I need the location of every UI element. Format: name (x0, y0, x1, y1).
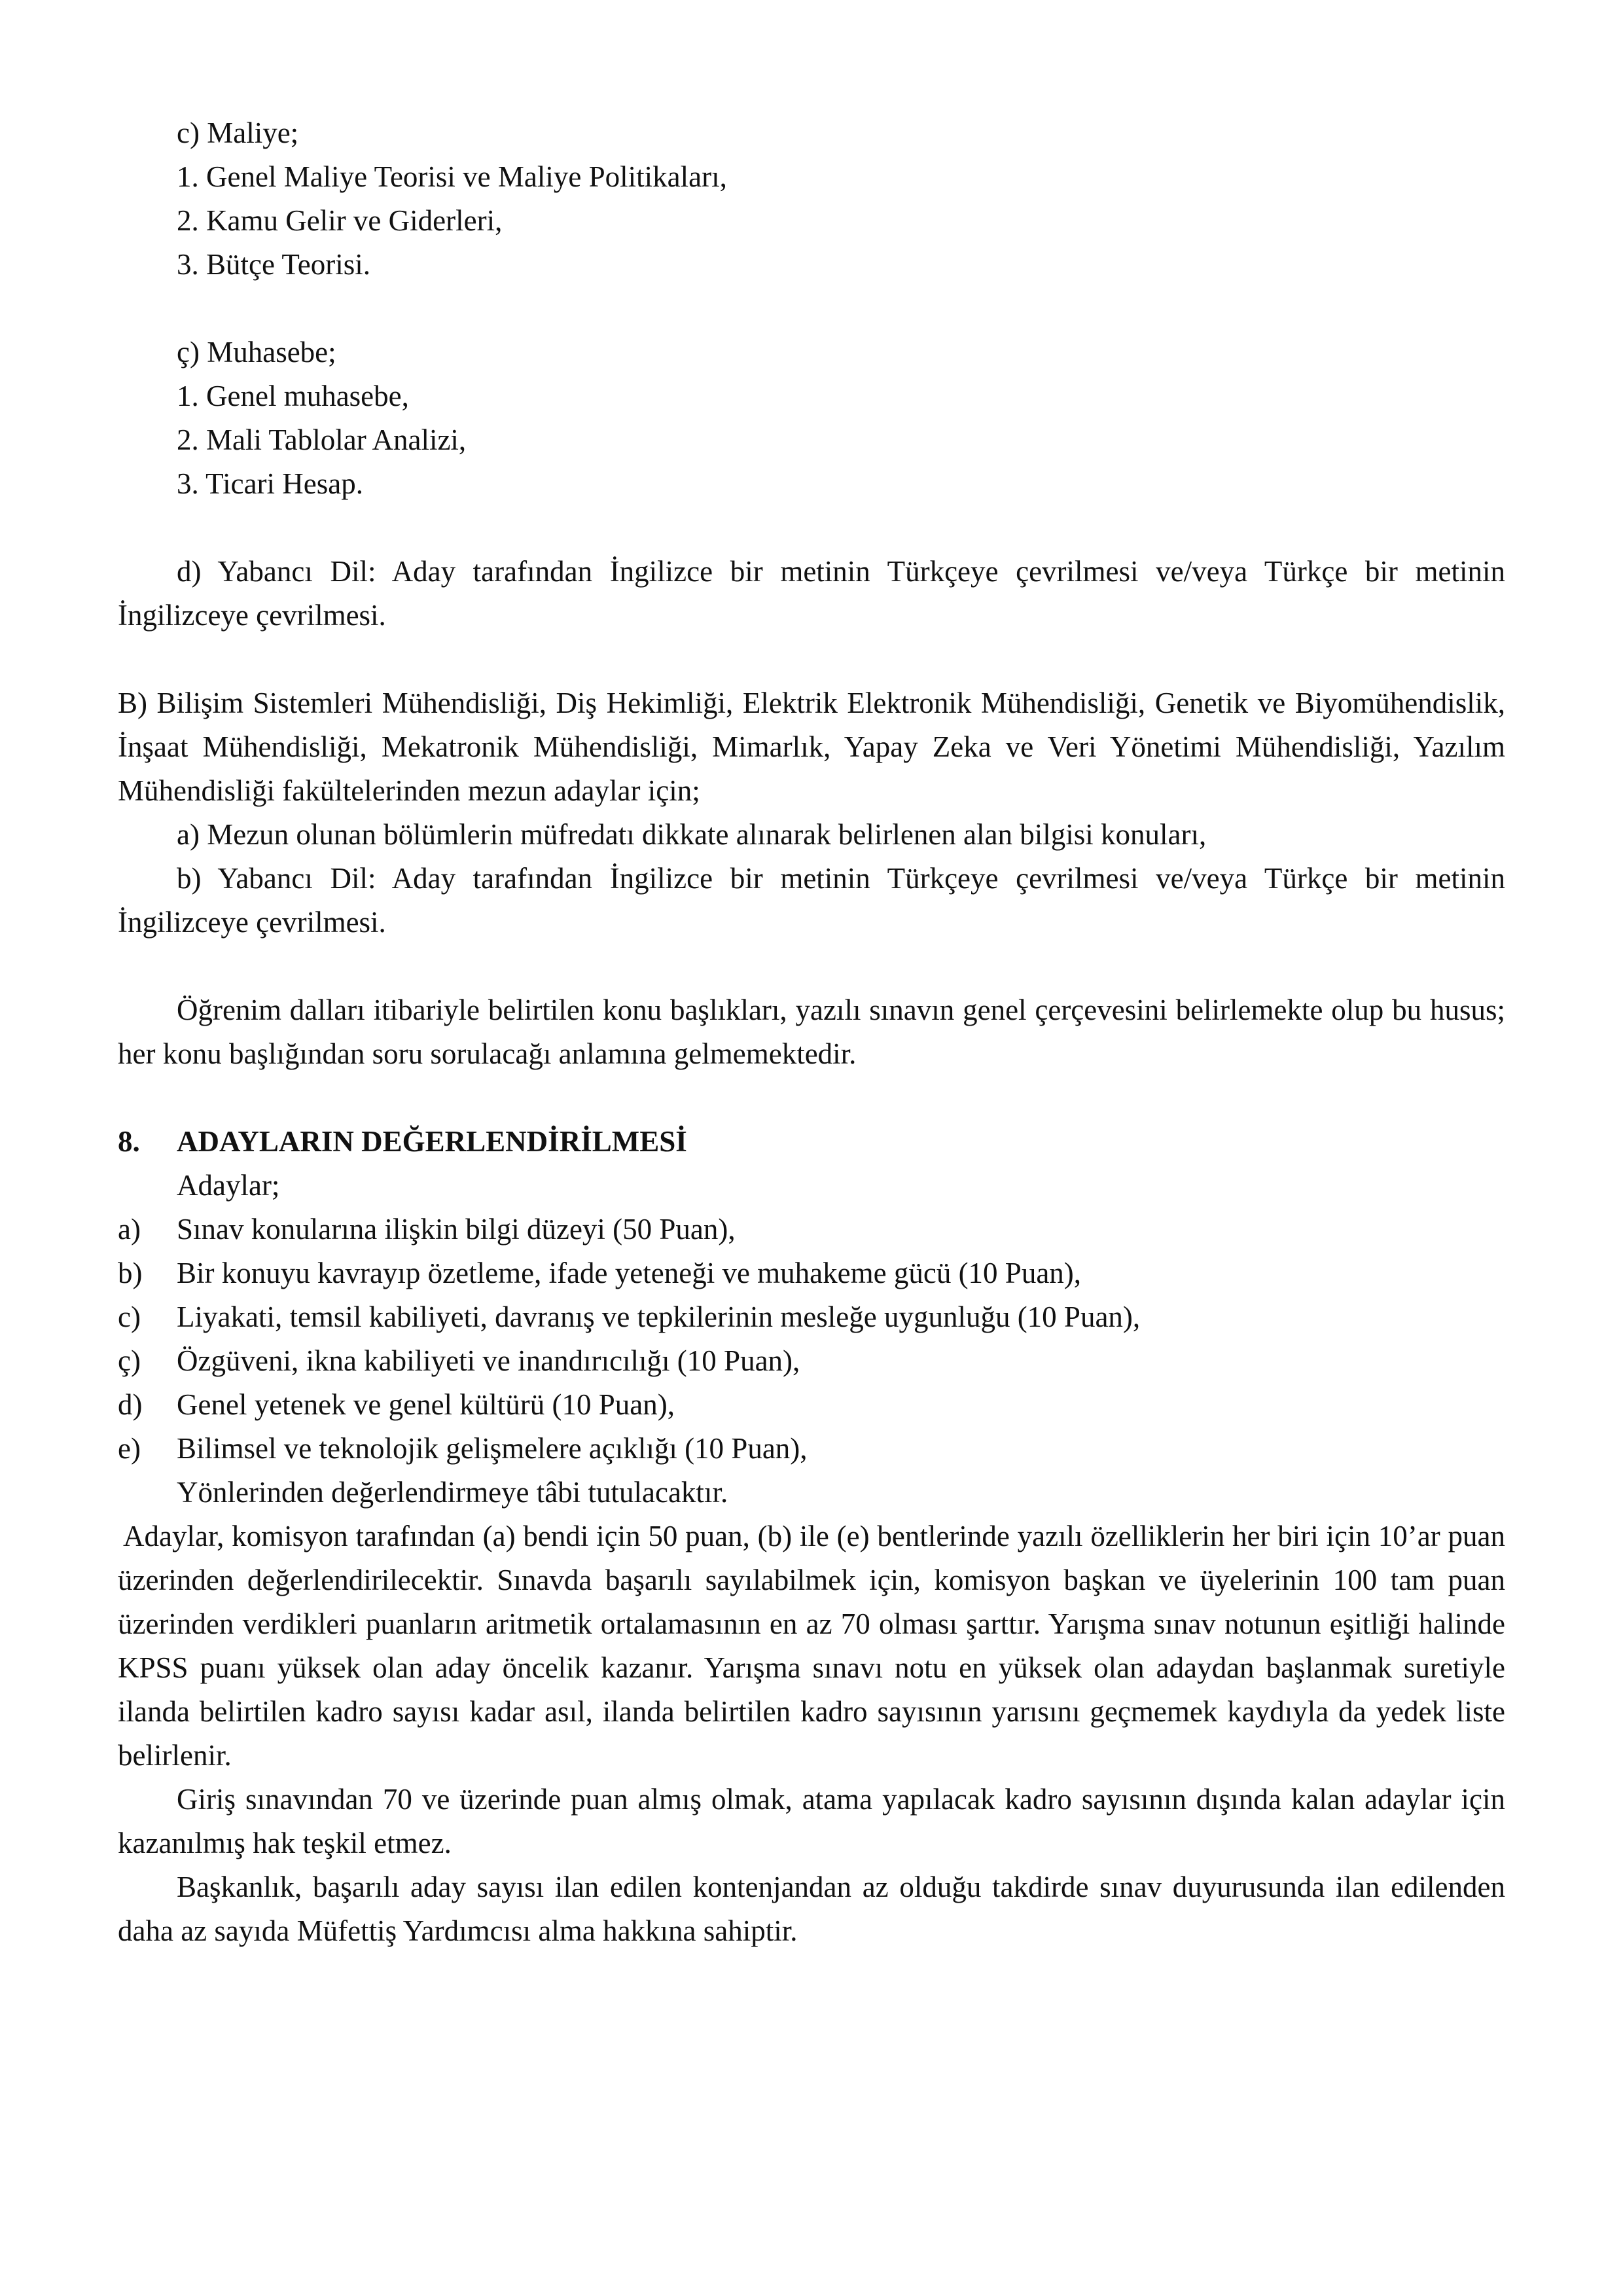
maliye-item: 3. Bütçe Teorisi. (177, 248, 370, 281)
criteria-marker: c) (118, 1300, 141, 1333)
criteria-marker: e) (118, 1432, 141, 1465)
criteria-item (118, 1295, 1505, 1339)
criteria-text: Özgüveni, ikna kabiliyeti ve inandırıcılığı (10 Puan), (177, 1344, 800, 1377)
document-page (118, 111, 1505, 1953)
section-title: ADAYLARIN DEĞERLENDİRİLMESİ (177, 1125, 687, 1158)
section-number: 8. (118, 1125, 140, 1158)
criteria-text: Liyakati, temsil kabiliyeti, davranış ve tepkilerinin mesleğe uygunluğu (10 Puan), (177, 1300, 1141, 1333)
evaluation-paragraph: Adaylar, komisyon tarafından (a) bendi için 50 puan, (b) ile (e) bentlerinde yazılı özelliklerin her biri için 10’ar puan üzerinden değerlendirilecektir. Sınavda başarılı sayılabilmek için, komisyon başkan ve üyelerinin 100 tam puan üzerinden verdikleri puanların aritmetik ortalamasının en az 70 olması şarttır. Yarışma sınav notunun eşitliği halinde KPSS puanı yüksek olan aday öncelik kazanır. Yarışma sınavı notu en yüksek olan adaydan başlanmak suretiyle ilanda belirtilen kadro sayısı kadar asıl, ilanda belirtilen kadro sayısının yarısını geçmemek kaydıyla da yedek liste belirlenir. (118, 1520, 1505, 1772)
maliye-item: 2. Kamu Gelir ve Giderleri, (177, 204, 503, 237)
muhasebe-item: 2. Mali Tablolar Analizi, (177, 423, 467, 456)
maliye-item: 1. Genel Maliye Teorisi ve Maliye Politikaları, (177, 160, 727, 193)
section-b-item-a: a) Mezun olunan bölümlerin müfredatı dikkate alınarak belirlenen alan bilgisi konuları, (177, 818, 1207, 851)
muhasebe-item: 1. Genel muhasebe, (177, 380, 409, 412)
criteria-item (118, 1251, 1505, 1295)
criteria-item (118, 1383, 1505, 1427)
criteria-item (118, 1427, 1505, 1471)
criteria-closing: Yönlerinden değerlendirmeye tâbi tutulacaktır. (177, 1476, 728, 1509)
criteria-text: Bilimsel ve teknolojik gelişmelere açıklığı (10 Puan), (177, 1432, 808, 1465)
criteria-item (118, 1339, 1505, 1383)
yabanci-dil-paragraph: d) Yabancı Dil: Aday tarafından İngilizce bir metinin Türkçeye çevrilmesi ve/veya Türkçe bir metinin İngilizceye çevrilmesi. (118, 555, 1505, 632)
criteria-item (118, 1208, 1505, 1251)
criteria-text: Bir konuyu kavrayıp özetleme, ifade yeteneği ve muhakeme gücü (10 Puan), (177, 1257, 1082, 1289)
note-paragraph: Öğrenim dalları itibariyle belirtilen konu başlıkları, yazılı sınavın genel çerçevesini belirlemekte olup bu husus; her konu başlığından soru sorulacağı anlamına gelmemektedir. (118, 994, 1505, 1070)
criteria-text: Sınav konularına ilişkin bilgi düzeyi (50 Puan), (177, 1213, 736, 1246)
rights-paragraph: Giriş sınavından 70 ve üzerinde puan almış olmak, atama yapılacak kadro sayısının dışında kalan adaylar için kazanılmış hak teşkil etmez. (118, 1783, 1505, 1859)
section-b-item-b: b) Yabancı Dil: Aday tarafından İngilizce bir metinin Türkçeye çevrilmesi ve/veya Türkçe bir metinin İngilizceye çevrilmesi. (118, 862, 1505, 939)
criteria-marker: b) (118, 1257, 143, 1289)
quota-paragraph: Başkanlık, başarılı aday sayısı ilan edilen kontenjandan az olduğu takdirde sınav duyurusunda ilan edilenden daha az sayıda Müfettiş Yardımcısı alma hakkına sahiptir. (118, 1871, 1505, 1947)
muhasebe-title: ç) Muhasebe; (177, 336, 336, 368)
maliye-title: c) Maliye; (177, 117, 299, 149)
section-lead: Adaylar; (177, 1169, 280, 1202)
criteria-marker: ç) (118, 1344, 141, 1377)
criteria-marker: a) (118, 1213, 141, 1246)
criteria-text: Genel yetenek ve genel kültürü (10 Puan), (177, 1388, 675, 1421)
criteria-marker: d) (118, 1388, 143, 1421)
section-heading (118, 1120, 1505, 1164)
muhasebe-item: 3. Ticari Hesap. (177, 467, 363, 500)
section-b-intro: B) Bilişim Sistemleri Mühendisliği, Diş Hekimliği, Elektrik Elektronik Mühendisliği, Genetik ve Biyomühendislik, İnşaat Mühendisliği, Mekatronik Mühendisliği, Mimarlık, Yapay Zeka ve Veri Yönetimi Mühendisliği, Yazılım Mühendisliği fakültelerinden mezun adaylar için; (118, 687, 1505, 807)
